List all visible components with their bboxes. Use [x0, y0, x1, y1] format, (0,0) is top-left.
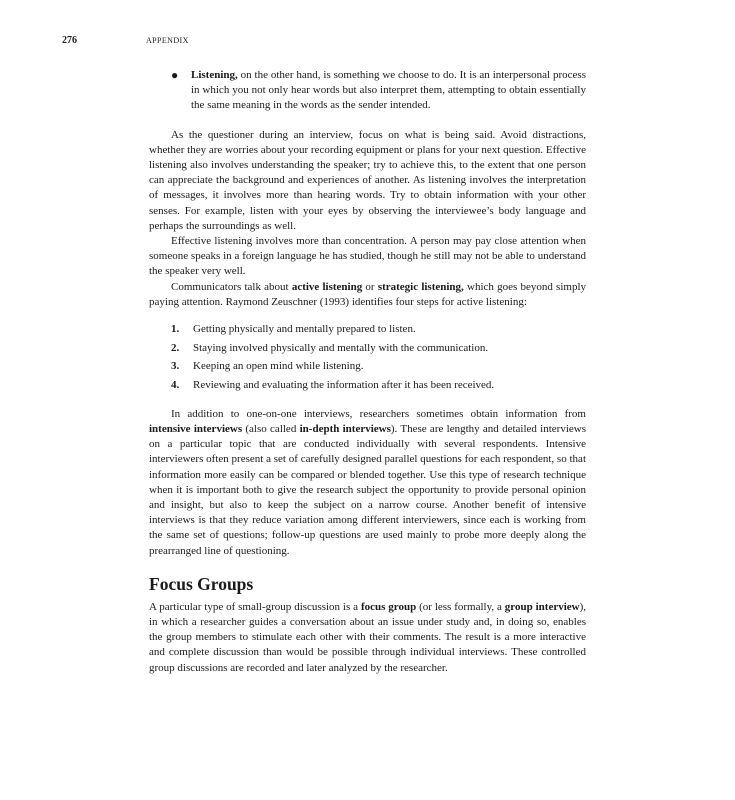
list-item: 2. Staying involved physically and mentally with the communication.	[171, 341, 489, 354]
term-active-listening: active listening	[291, 280, 363, 293]
active-listening-steps	[171, 322, 586, 393]
section-label: APPENDIX	[146, 36, 189, 45]
paragraph-focus: As the questioner during an interview, focus on what is being said. Avoid distractions, whether they are worries about your recording equipment or plans for your next question. Effective listening also involves understanding the speaker; try to achieve this, to the extent that one person can appreciate the background and experiences of another. As listening involves the interpretation of messages, it involves more than hearing words. Try to obtain information with your other senses. For example, listen with your eyes by observing the interviewee’s body language and perhaps the surroundings as well.	[149, 128, 586, 232]
term-strategic-listening: strategic listening,	[377, 280, 464, 293]
term-in-depth-interviews: in-depth interviews	[299, 422, 391, 435]
paragraph-intensive-interviews: In addition to one-on-one interviews, researchers sometimes obtain information from intensive interviews (also called in-depth interviews). These are lengthy and detailed interviews on a particular topic that are conducted individually with several respondents. Intensive interviewers often present a set of carefully designed parallel questions for each respondent, so that information more easily can be compared or blended together. Use this type of research technique when it is important both to give the research subject the opportunity to provide personal opinion and insight, but also to keep the subject on a narrow course. Another benefit of intensive interviews is that they reduce variation among different interviewers, since each is working from the same set of questions; follow-up questions are used mainly to probe more deeply along the prearranged line of questioning.	[149, 407, 586, 557]
list-item: 1. Getting physically and mentally prepared to listen.	[171, 323, 416, 336]
bullet-text: on the other hand, is something we choose to do. It is an interpersonal process in which you not only hear words but also interpret them, attempting to obtain essentially the same meaning in the words as the sender intended.	[191, 69, 586, 112]
term-intensive-interviews: intensive interviews	[149, 422, 243, 435]
page-number: 276	[62, 35, 77, 46]
paragraph-concentration: Effective listening involves more than concentration. A person may pay close attention when someone speaks in a foreign language he has studied, though he still may not be able to understand the speaker very well.	[149, 235, 586, 278]
section-heading: Focus Groups	[149, 573, 254, 594]
bullet-listening	[171, 68, 586, 114]
list-item: 4. Reviewing and evaluating the information after it has been received.	[171, 378, 495, 391]
bullet-dot-icon: ●	[171, 68, 179, 82]
term-group-interview: group interview	[504, 600, 580, 613]
paragraph-focus-groups: A particular type of small-group discussion is a focus group (or less formally, a group interview), in which a researcher guides a conversation about an issue under study and, in doing so, enables the group members to stimulate each other with their comments. The result is a more interactive and complete discussion than would be possible through individual interviews. These controlled group discussions are recorded and later analyzed by the researcher.	[149, 600, 587, 674]
bullet-term: Listening,	[191, 69, 238, 81]
page-body	[149, 68, 586, 676]
paragraph-active-listening: Communicators talk about active listening or strategic listening, which goes beyond simply paying attention. Raymond Zeuschner (1993) identifies four steps for active listening:	[149, 280, 586, 308]
term-focus-group: focus group	[360, 600, 417, 613]
list-item: 3. Keeping an open mind while listening.	[171, 360, 364, 373]
